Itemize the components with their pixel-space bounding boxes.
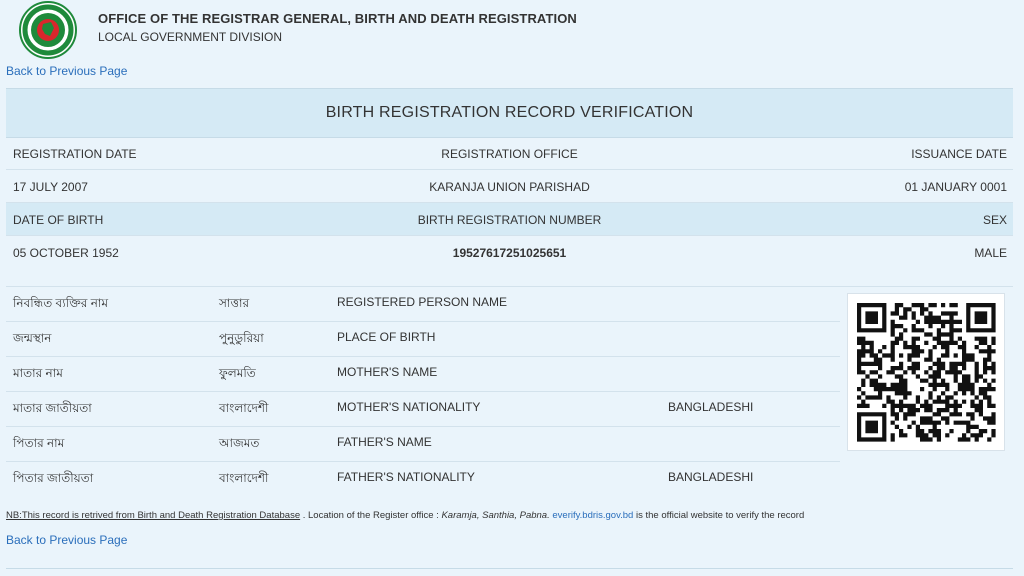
- en-value: BANGLADESHI: [668, 400, 754, 414]
- table-row: [6, 357, 840, 392]
- issuance-date-value: 01 JANUARY 0001: [904, 180, 1007, 194]
- page-header: [14, 0, 1014, 62]
- bottom-divider: [6, 568, 1013, 569]
- registration-office-label: REGISTRATION OFFICE: [441, 147, 578, 161]
- table-row: [6, 322, 840, 357]
- issuance-date-label: ISSUANCE DATE: [911, 147, 1007, 161]
- page-title: BIRTH REGISTRATION RECORD VERIFICATION: [6, 88, 1013, 138]
- registration-date-label: REGISTRATION DATE: [13, 147, 137, 161]
- bn-label: নিবন্ধিত ব্যক্তির নাম: [13, 296, 109, 310]
- table-row: [6, 462, 840, 496]
- footnote: [6, 510, 804, 521]
- birth-registration-number-label: BIRTH REGISTRATION NUMBER: [417, 213, 602, 227]
- bn-label: পিতার জাতীয়তা: [13, 471, 94, 485]
- bn-value: সাত্তার: [219, 296, 250, 310]
- birth-registration-number-value: 19527617251025651: [452, 246, 567, 260]
- bn-label: পিতার নাম: [13, 436, 65, 450]
- bn-label: মাতার জাতীয়তা: [13, 401, 92, 415]
- registration-office-value: KARANJA UNION PARISHAD: [429, 180, 590, 194]
- back-to-previous-link-bottom[interactable]: Back to Previous Page: [6, 533, 128, 547]
- bn-value: আজমত: [219, 436, 260, 450]
- bn-label: জন্মস্থান: [13, 331, 52, 345]
- table-row: [6, 287, 840, 322]
- bn-value: ফুলমতি: [219, 366, 256, 380]
- summary-label-row-2: [6, 203, 1013, 236]
- footnote-suffix: is the official website to verify the record: [633, 510, 805, 521]
- date-of-birth-value: 05 OCTOBER 1952: [13, 246, 119, 260]
- bn-label: মাতার নাম: [13, 366, 63, 380]
- office-title: OFFICE OF THE REGISTRAR GENERAL, BIRTH AND DEATH REGISTRATION: [98, 11, 577, 26]
- bn-value: বাংলাদেশী: [219, 471, 269, 485]
- summary-label-row-1: [6, 137, 1013, 170]
- footnote-database-note: NB:This record is retrived from Birth and Death Registration Database: [6, 510, 301, 521]
- qr-code-icon: [847, 293, 1005, 451]
- sex-value: MALE: [974, 246, 1007, 260]
- en-label: MOTHER'S NATIONALITY: [337, 400, 481, 414]
- person-details-table: [6, 287, 840, 496]
- table-row: [6, 392, 840, 427]
- summary-value-row-2: [6, 236, 1013, 268]
- office-subtitle: LOCAL GOVERNMENT DIVISION: [98, 30, 283, 44]
- bn-value: পুনুডুরিয়া: [219, 331, 264, 345]
- en-label: REGISTERED PERSON NAME: [337, 295, 508, 309]
- bn-value: বাংলাদেশী: [219, 401, 269, 415]
- en-label: PLACE OF BIRTH: [337, 330, 436, 344]
- government-seal-icon: [16, 0, 80, 60]
- en-label: MOTHER'S NAME: [337, 365, 438, 379]
- table-row: [6, 427, 840, 462]
- date-of-birth-label: DATE OF BIRTH: [13, 213, 104, 227]
- en-value: BANGLADESHI: [668, 470, 754, 484]
- registration-date-value: 17 JULY 2007: [13, 180, 88, 194]
- footnote-location: Karamja, Santhia, Pabna.: [441, 510, 550, 521]
- footnote-location-prefix: . Location of the Register office :: [300, 510, 442, 521]
- sex-label: SEX: [982, 213, 1007, 227]
- en-label: FATHER'S NAME: [337, 435, 432, 449]
- footnote-website: everify.bdris.gov.bd: [549, 510, 634, 521]
- summary-value-row-1: [6, 170, 1013, 203]
- en-label: FATHER'S NATIONALITY: [337, 470, 475, 484]
- back-to-previous-link-top[interactable]: Back to Previous Page: [6, 64, 128, 78]
